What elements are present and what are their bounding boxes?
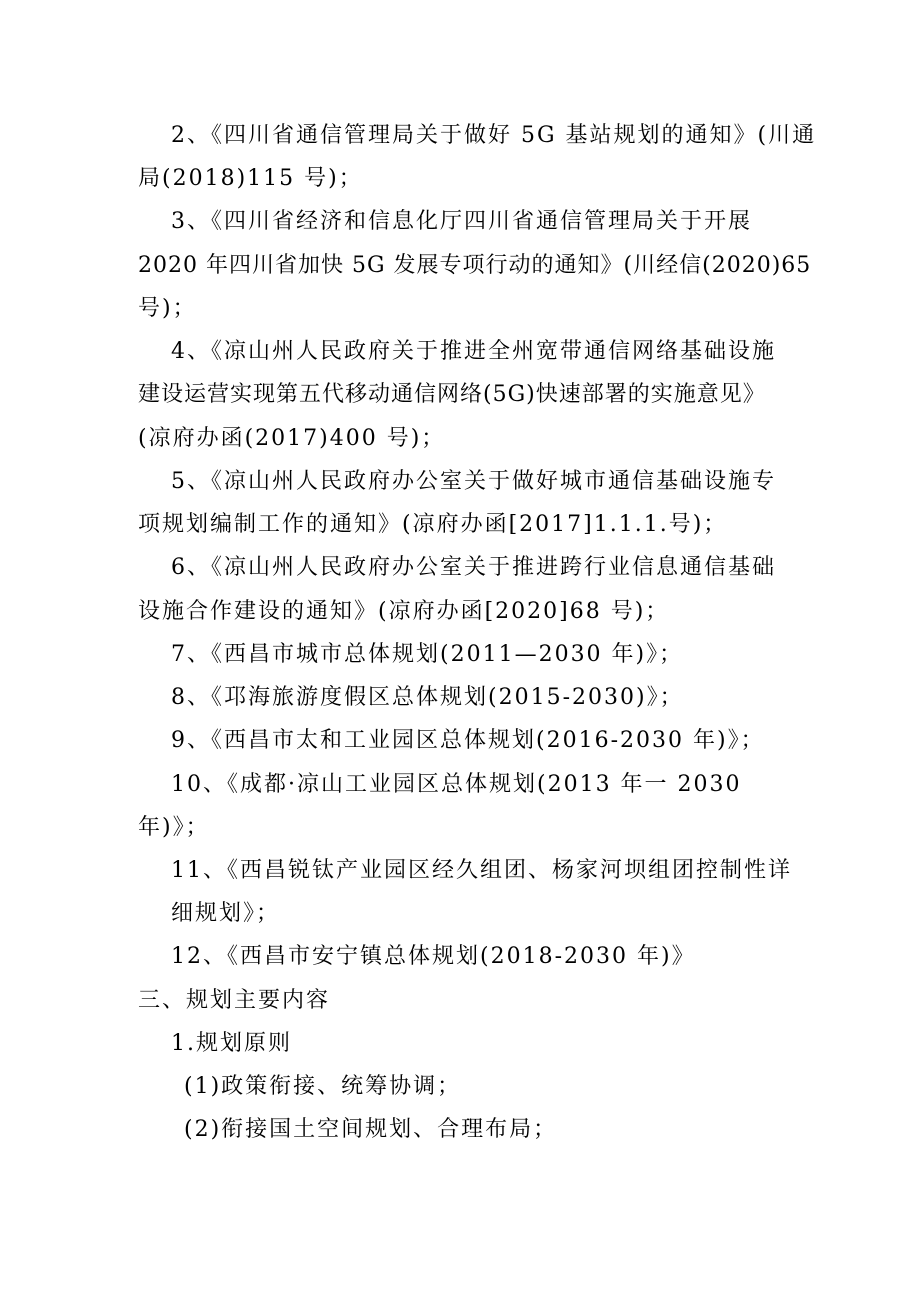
ref-item-10-line-2: 年)》； [138,815,210,840]
ref-item-12: 12、《西昌市安宁镇总体规划(2018-2030 年)》 [171,944,696,969]
ref-item-4-line-1: 4、《凉山州人民政府关于推进全州宽带通信网络基础设施 [171,339,776,364]
ref-item-4-line-2: 建设运营实现第五代移动通信网络(5G)快速部署的实施意见》 [138,382,766,407]
principle-item-2: (2)衔接国土空间规划、合理布局； [184,1117,558,1142]
ref-item-5-line-2: 项规划编制工作的通知》(凉府办函[2017]1.1.1.号)； [138,512,728,537]
principle-item-1: (1)政策衔接、统筹协调； [184,1074,462,1099]
ref-item-2-line-2: 局(2018)115 号)； [138,166,363,191]
subsection-heading-1: 1.规划原则 [171,1031,292,1056]
ref-item-3-line-2: 2020 年四川省加快 5G 发展专项行动的通知》(川经信(2020)65 [138,253,812,278]
ref-item-10-line-1: 10、《成都·凉山工业园区总体规划(2013 年一 2030 [171,772,742,797]
ref-item-2-line-1: 2、《四川省通信管理局关于做好 5G 基站规划的通知》(川通 [171,123,817,148]
ref-item-11-line-1: 11、《西昌锐钛产业园区经久组团、杨家河坝组团控制性详 [171,858,792,883]
ref-item-3-line-3: 号)； [138,296,197,321]
ref-item-7: 7、《西昌市城市总体规划(2011—2030 年)》； [171,642,684,667]
ref-item-11-line-2: 细规划》； [171,901,281,926]
ref-item-8: 8、《邛海旅游度假区总体规划(2015-2030)》； [171,685,684,710]
ref-item-4-line-3: (凉府办函(2017)400 号)； [138,426,446,451]
ref-item-5-line-1: 5、《凉山州人民政府办公室关于做好城市通信基础设施专 [171,469,776,494]
ref-item-9: 9、《西昌市太和工业园区总体规划(2016-2030 年)》； [171,728,765,753]
ref-item-6-line-1: 6、《凉山州人民政府办公室关于推进跨行业信息通信基础 [171,555,776,580]
section-heading-3: 三、规划主要内容 [138,988,331,1013]
ref-item-6-line-2: 设施合作建设的通知》(凉府办函[2020]68 号)； [138,599,670,624]
ref-item-3-line-1: 3、《四川省经济和信息化厅四川省通信管理局关于开展 [171,209,752,234]
